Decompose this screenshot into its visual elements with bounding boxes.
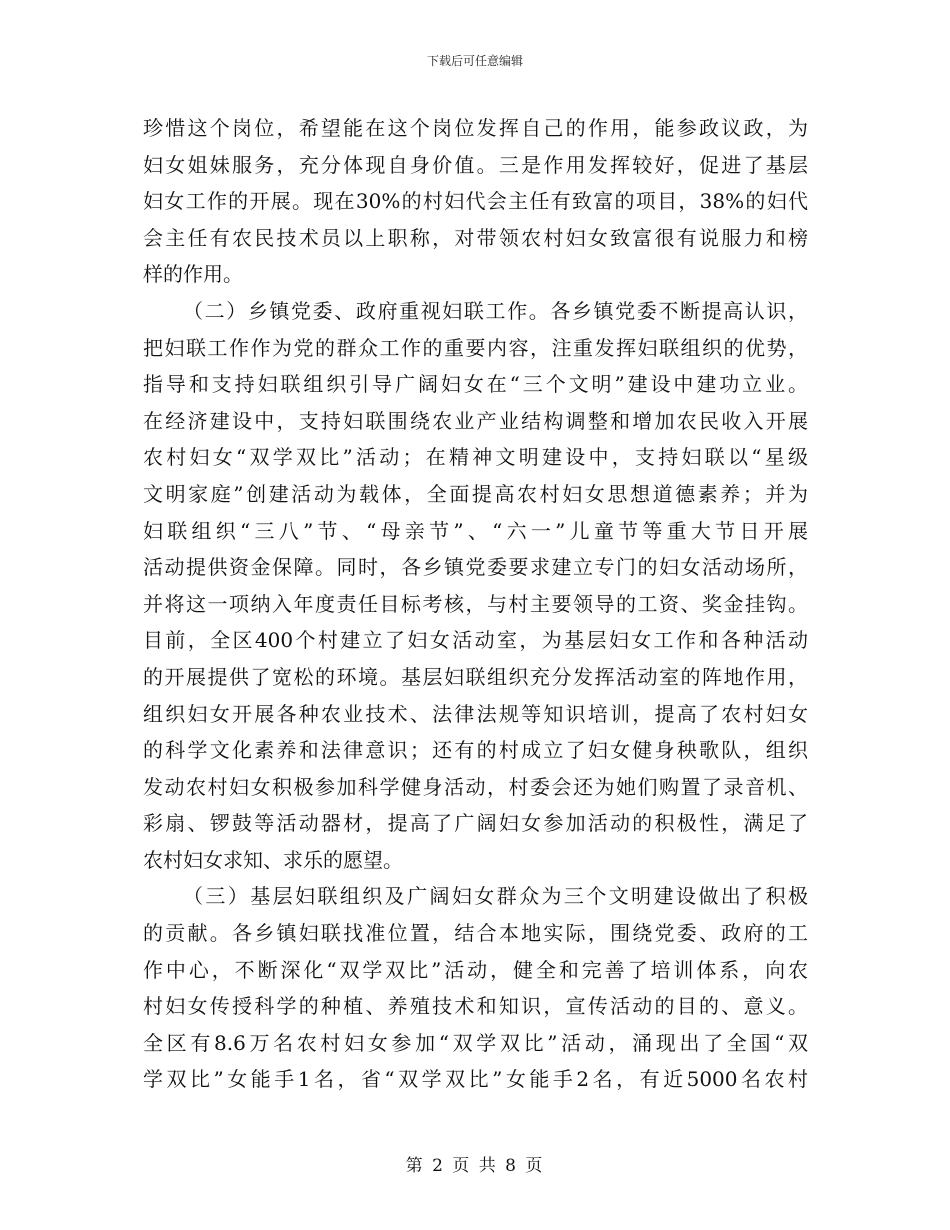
text-line: 农村妇女求知、求乐的愿望。 [143,847,403,872]
text-line: 学双比”女能手1名，省“双学双比”女能手2名，有近5000名农村 [143,1067,808,1092]
text-line: 妇联组织“三八”节、“母亲节”、“六一”儿童节等重大节日开展 [143,518,808,543]
text-line: 在经济建设中，支持妇联围绕农业产业结构调整和增加农民收入开展 [143,408,808,433]
text-line: 农村妇女“双学双比”活动；在精神文明建设中，支持妇联以“星级 [143,445,808,470]
text-line: 发动农村妇女积极参加科学健身活动，村委会还为她们购置了录音机、 [143,774,808,799]
text-line: 全区有8.6万名农村妇女参加“双学双比”活动，涌现出了全国“双 [143,1030,808,1055]
text-line: 把妇联工作作为党的群众工作的重要内容，注重发挥妇联组织的优势， [143,335,808,360]
text-line: 作中心，不断深化“双学双比”活动，健全和完善了培训体系，向农 [143,957,808,982]
page-footer: 第 2 页 共 8 页 [405,1156,545,1176]
text-line: 的贡献。各乡镇妇联找准位置，结合本地实际，围绕党委、政府的工 [143,921,808,946]
text-line: 活动提供资金保障。同时，各乡镇党委要求建立专门的妇女活动场所， [143,555,808,580]
text-line: 妇女工作的开展。现在30%的村妇代会主任有致富的项目，38%的妇代 [143,189,808,214]
body-text [143,110,808,1098]
text-line: 珍惜这个岗位，希望能在这个岗位发挥自己的作用，能参政议政，为 [143,116,808,140]
text-line: 妇女姐妹服务，充分体现自身价值。三是作用发挥较好，促进了基层 [143,152,808,177]
text-line: （二）乡镇党委、政府重视妇联工作。各乡镇党委不断提高认识， [183,298,808,323]
text-line: 指导和支持妇联组织引导广阔妇女在“三个文明”建设中建功立业。 [143,372,808,397]
text-line: （三）基层妇联组织及广阔妇女群众为三个文明建设做出了积极 [183,884,808,909]
text-line: 样的作用。 [143,262,243,287]
text-line: 会主任有农民技术员以上职称，对带领农村妇女致富很有说服力和榜 [143,225,808,250]
text-line: 的开展提供了宽松的环境。基层妇联组织充分发挥活动室的阵地作用， [143,664,808,689]
page-header: 下载后可任意编辑 [426,54,523,68]
text-line: 的科学文化素养和法律意识；还有的村成立了妇女健身秧歌队，组织 [143,738,808,763]
text-line: 目前，全区400个村建立了妇女活动室，为基层妇女工作和各种活动 [143,628,808,653]
text-line: 村妇女传授科学的种植、养殖技术和知识，宣传活动的目的、意义。 [143,994,808,1019]
text-line: 组织妇女开展各种农业技术、法律法规等知识培训，提高了农村妇女 [143,701,808,726]
text-line: 并将这一项纳入年度责任目标考核，与村主要领导的工资、奖金挂钩。 [143,591,808,616]
text-line: 文明家庭”创建活动为载体，全面提高农村妇女思想道德素养；并为 [143,481,808,506]
text-line: 彩扇、锣鼓等活动器材，提高了广阔妇女参加活动的积极性，满足了 [143,811,808,836]
